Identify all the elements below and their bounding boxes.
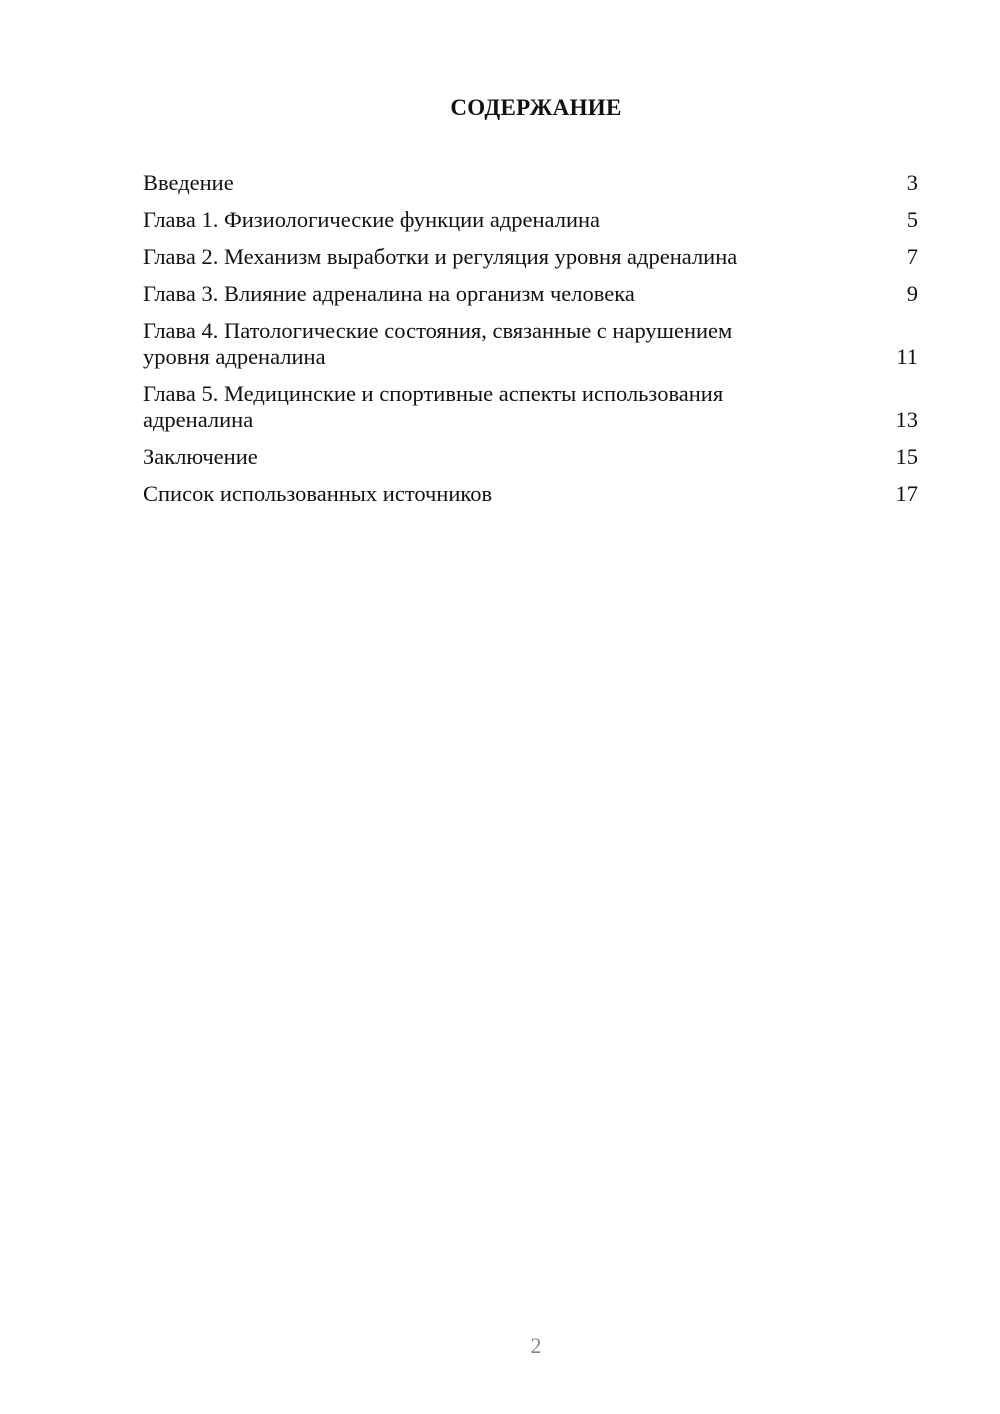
toc-entry-label: Заключение [143,444,258,469]
toc-entry-label-line-1: Глава 4. Патологические состояния, связанные с нарушением [143,318,733,343]
toc-entry-label: Глава 3. Влияние адреналина на организм человека [143,281,635,306]
toc-entry-label: Список использованных источников [143,481,493,506]
toc-entry-conclusion [143,444,918,470]
toc-entry-label: Глава 2. Механизм выработки и регуляция уровня адреналина [143,244,738,269]
page-number: 2 [530,1333,542,1358]
toc-entry-label: Введение [143,170,234,195]
toc-entry-chapter-3 [143,281,918,307]
toc-entry-label [143,381,888,433]
toc-entry-label [143,318,888,370]
toc-entry-chapter-5 [143,381,918,433]
toc-entry-label-line-2: уровня адреналина [143,344,326,369]
toc-entry-page: 5 [906,207,918,232]
toc-entry-page: 9 [906,281,918,306]
toc-entry-page: 11 [896,344,918,369]
toc-entry-page: 17 [895,481,918,506]
toc-entry-references [143,481,918,507]
toc-entry-chapter-1 [143,207,918,233]
toc-entry-page: 15 [895,444,918,469]
toc-entry-chapter-2 [143,244,918,270]
toc-entry-introduction [143,170,918,196]
toc-list [143,170,918,518]
toc-entry-page: 3 [906,170,918,195]
toc-entry-label-line-1: Глава 5. Медицинские и спортивные аспекты использования [143,381,724,406]
toc-entry-label-line-2: адреналина [143,407,254,432]
toc-entry-page: 13 [895,407,918,432]
toc-title: СОДЕРЖАНИЕ [450,95,622,120]
toc-entry-chapter-4 [143,318,918,370]
toc-entry-label: Глава 1. Физиологические функции адреналина [143,207,601,232]
toc-entry-page: 7 [906,244,918,269]
